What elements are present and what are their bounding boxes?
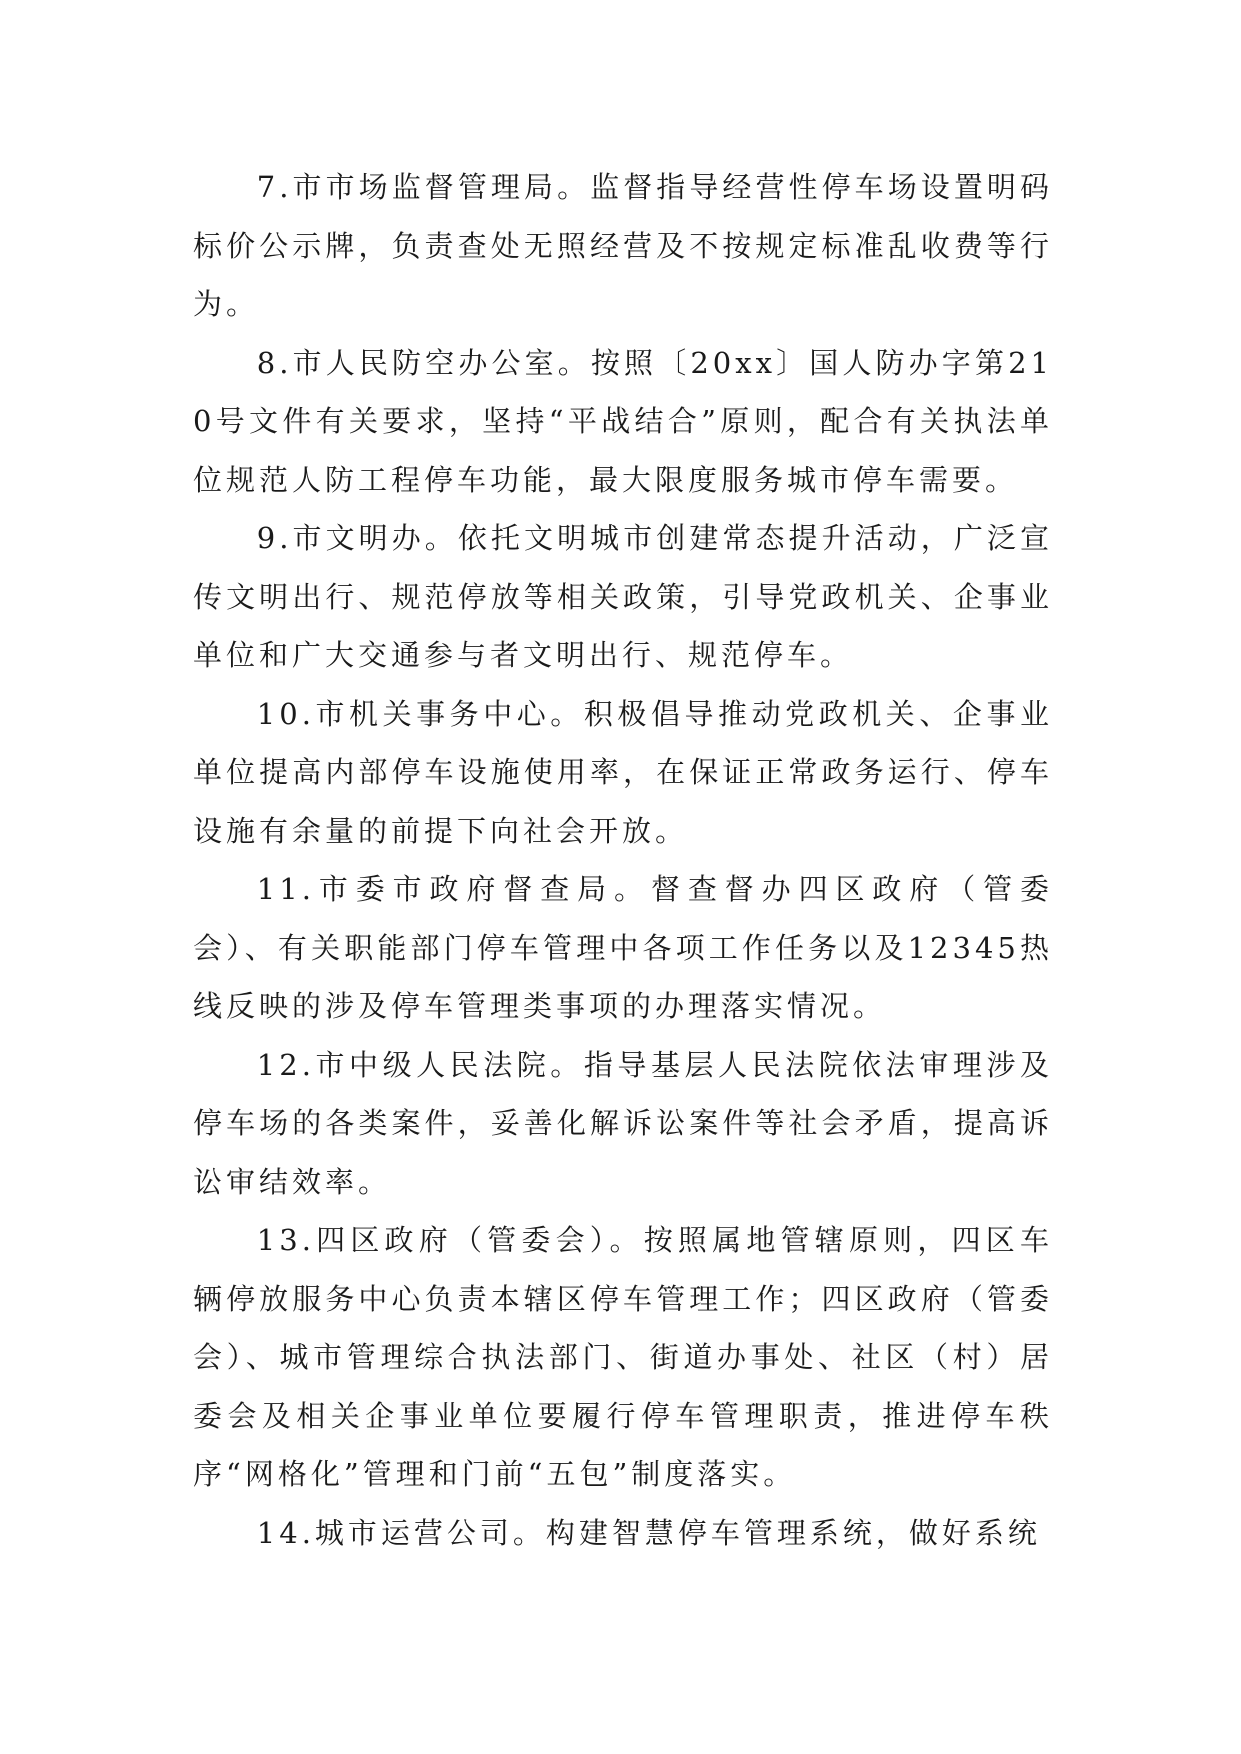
paragraph-7: 7.市市场监督管理局。监督指导经营性停车场设置明码标价公示牌，负责查处无照经营及不按规定标准乱收费等行为。 — [193, 170, 1053, 321]
paragraph-11: 11.市委市政府督查局。督查督办四区政府（管委会）、有关职能部门停车管理中各项工作任务以及12345热线反映的涉及停车管理类事项的办理落实情况。 — [193, 872, 1053, 1023]
paragraph-13: 13.四区政府（管委会）。按照属地管辖原则，四区车辆停放服务中心负责本辖区停车管理工作；四区政府（管委会）、城市管理综合执法部门、街道办事处、社区（村）居委会及相关企事业单位要履行停车管理职责，推进停车秩序“网格化”管理和门前“五包”制度落实。 — [193, 1223, 1053, 1491]
paragraph-14: 14.城市运营公司。构建智慧停车管理系统，做好系统 — [256, 1515, 1041, 1550]
paragraph-9: 9.市文明办。依托文明城市创建常态提升活动，广泛宣传文明出行、规范停放等相关政策，引导党政机关、企事业单位和广大交通参与者文明出行、规范停车。 — [193, 521, 1053, 672]
paragraph-10: 10.市机关事务中心。积极倡导推动党政机关、企事业单位提高内部停车设施使用率，在保证正常政务运行、停车设施有余量的前提下向社会开放。 — [193, 696, 1053, 848]
paragraph-12: 12.市中级人民法院。指导基层人民法院依法审理涉及停车场的各类案件，妥善化解诉讼案件等社会矛盾，提高诉讼审结效率。 — [193, 1047, 1053, 1199]
paragraph-8: 8.市人民防空办公室。按照〔20xx〕国人防办字第210号文件有关要求，坚持“平战结合”原则，配合有关执法单位规范人防工程停车功能，最大限度服务城市停车需要。 — [193, 345, 1053, 497]
document-body — [193, 158, 1053, 1562]
